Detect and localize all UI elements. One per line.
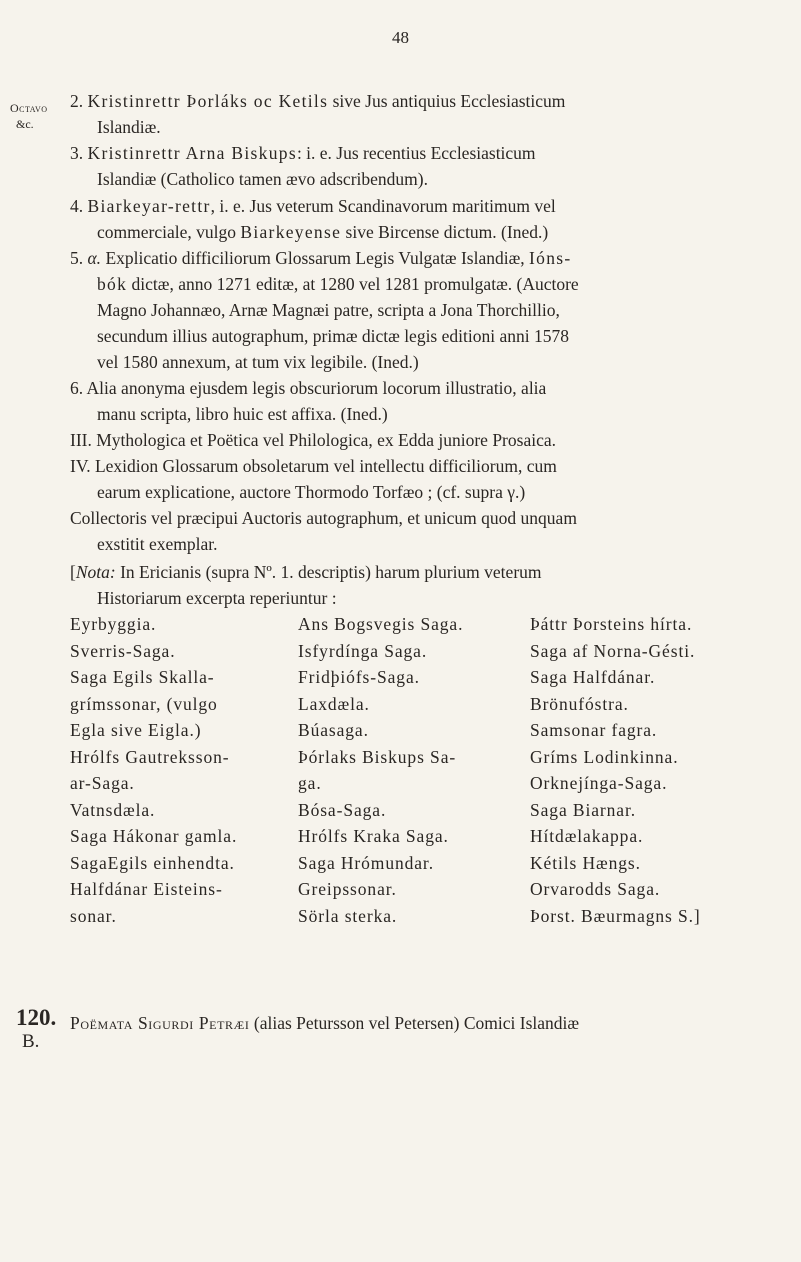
saga-item: Egla sive Eigla.)	[70, 720, 202, 740]
section-iv-text: Lexidion Glossarum obsoletarum vel intellectu difficiliorum, cum	[94, 456, 557, 476]
poemata-line	[70, 1010, 579, 1036]
saga-item: Saga Halfdánar.	[530, 667, 656, 687]
saga-item: Orvarodds Saga.	[530, 879, 661, 899]
entry-3-line-2: Islandiæ (Catholico tamen ævo adscribendum).	[97, 169, 428, 189]
saga-item: Eyrbyggia.	[70, 614, 157, 634]
entry-3-rest: : i. e. Jus recentius Ecclesiasticum	[296, 143, 536, 163]
saga-item: Hrólfs Kraka Saga.	[298, 826, 449, 846]
entry-6-number: 6.	[70, 378, 84, 398]
section-iii-number: III.	[70, 430, 92, 450]
entry-4-title: Biarkeyar-rettr	[87, 196, 211, 216]
saga-item: Hítdælakappa.	[530, 826, 644, 846]
saga-item: Þórlaks Biskups Sa-	[298, 746, 457, 767]
nota-line-2: Historiarum excerpta reperiuntur :	[97, 588, 337, 608]
entry-6-text: Alia anonyma ejusdem legis obscuriorum locorum illustratio, alia	[86, 378, 547, 398]
saga-item: Fridþiófs-Saga.	[298, 667, 420, 687]
saga-item: Hrólfs Gautreksson-	[70, 746, 230, 767]
entry-5-line-5: vel 1580 annexum, at tum vix legibile. (Ined.)	[97, 352, 419, 372]
entry-3-line-1	[70, 140, 536, 166]
saga-item: Halfdánar Eisteins-	[70, 879, 223, 899]
entry-4-rest: , i. e. Jus veterum Scandinavorum maritimum vel	[210, 196, 556, 216]
entry-5-line-4: secundum illius autographum, primæ dictæ legis editioni anni 1578	[97, 326, 569, 346]
entry-2-line-1	[70, 88, 565, 114]
item-letter: B.	[22, 1031, 40, 1052]
entry-4-line-2	[97, 219, 548, 245]
saga-column-1	[70, 611, 237, 929]
saga-item: Isfyrdínga Saga.	[298, 640, 428, 661]
entry-3-title: Kristinrettr Arna Biskups	[87, 143, 297, 163]
saga-item: Þáttr Þorsteins hírta.	[530, 614, 693, 634]
saga-item: Greipssonar.	[298, 879, 397, 899]
entry-5-number: 5.	[70, 248, 84, 268]
entry-4-line-1	[70, 193, 556, 219]
saga-column-2	[298, 611, 463, 929]
saga-item: Gríms Lodinkinna.	[530, 746, 679, 767]
entry-5-pre: Explicatio difficiliorum Glossarum Legis Vulgatæ Islandiæ,	[101, 248, 530, 268]
entry-2-rest: sive Jus antiquius Ecclesiasticum	[328, 91, 566, 111]
saga-item: Kétils Hængs.	[530, 852, 641, 873]
collector-line-2: exstitit exemplar.	[97, 534, 218, 554]
entry-5-title: Ións-	[529, 248, 572, 268]
entry-4-number: 4.	[70, 196, 84, 216]
saga-item: Sörla sterka.	[298, 905, 398, 926]
section-iii-text: Mythologica et Poëtica vel Philologica, ex Edda juniore Prosaica.	[96, 430, 556, 450]
saga-item: ar-Saga.	[70, 773, 135, 793]
entry-5-title-cont: bók	[97, 274, 128, 294]
saga-item: Vatnsdæla.	[70, 799, 156, 820]
saga-item: Sverris-Saga.	[70, 640, 176, 661]
entry-5-line-2	[97, 271, 579, 297]
entry-2-title: Kristinrettr Þorláks oc Ketils	[87, 91, 329, 111]
saga-item: SagaEgils einhendta.	[70, 852, 235, 873]
saga-column-3	[530, 611, 701, 929]
saga-item: Orknejínga-Saga.	[530, 773, 668, 793]
entry-5-alpha: α.	[87, 248, 102, 268]
poemata-rest: (alias Petursson vel Petersen) Comici Islandiæ	[249, 1013, 580, 1033]
entry-4-cont-post: sive Bircense dictum. (Ined.)	[341, 222, 549, 242]
page-number: 48	[392, 28, 409, 47]
entry-3-number: 3.	[70, 143, 84, 163]
section-iv-line-1	[70, 453, 557, 479]
entry-4-cont-title: Biarkeyense	[240, 222, 342, 242]
saga-item: Saga Hákonar gamla.	[70, 826, 238, 846]
saga-item: Saga af Norna-Gésti.	[530, 640, 696, 661]
section-iv-line-2: earum explicatione, auctore Thormodo Torfæo ; (cf. supra γ.)	[97, 482, 526, 502]
nota-bracket: [	[70, 562, 76, 582]
margin-note	[10, 100, 48, 132]
saga-item: Saga Biarnar.	[530, 799, 636, 820]
entry-5-line-3: Magno Johannæo, Arnæ Magnæi patre, scripta a Jona Thorchillio,	[97, 300, 560, 320]
saga-item: Bósa-Saga.	[298, 799, 387, 820]
section-iv-number: IV.	[70, 456, 91, 476]
entry-4-cont-pre: commerciale, vulgo	[97, 222, 241, 242]
saga-item: Ans Bogsvegis Saga.	[298, 614, 464, 634]
saga-item: Búasaga.	[298, 720, 369, 740]
saga-item: ga.	[298, 773, 322, 793]
saga-item: Laxdæla.	[298, 693, 370, 714]
entry-2-line-2: Islandiæ.	[97, 117, 161, 137]
poemata-title: Poëmata Sigurdi Petræi	[70, 1013, 250, 1033]
entry-5-line-1	[70, 245, 572, 271]
saga-item: sonar.	[70, 905, 117, 926]
saga-item: grímssonar, (vulgo	[70, 693, 218, 714]
saga-item: Samsonar fagra.	[530, 720, 658, 740]
saga-item: Þorst. Bæurmagns S.]	[530, 905, 701, 926]
saga-item: Saga Egils Skalla-	[70, 667, 215, 687]
saga-item: Brönufóstra.	[530, 693, 629, 714]
item-number: 120.	[16, 1005, 57, 1030]
margin-octavo: Octavo	[10, 101, 48, 115]
entry-2-number: 2.	[70, 91, 84, 111]
margin-etc: &c.	[16, 117, 34, 131]
entry-5-l2-rest: dictæ, anno 1271 editæ, at 1280 vel 1281 promulgatæ. (Auctore	[127, 274, 579, 294]
nota-label: Nota:	[75, 562, 116, 582]
saga-item: Saga Hrómundar.	[298, 852, 434, 873]
section-iii	[70, 427, 556, 453]
nota-text: In Ericianis (supra Nº. 1. descriptis) harum plurium veterum	[115, 562, 542, 582]
nota-line-1	[70, 559, 542, 585]
entry-6-line-2: manu scripta, libro huic est affixa. (Ined.)	[97, 404, 388, 424]
item-marker	[16, 1006, 56, 1054]
entry-6-line-1	[70, 375, 546, 401]
collector-line-1: Collectoris vel præcipui Auctoris autographum, et unicum quod unquam	[70, 508, 577, 528]
